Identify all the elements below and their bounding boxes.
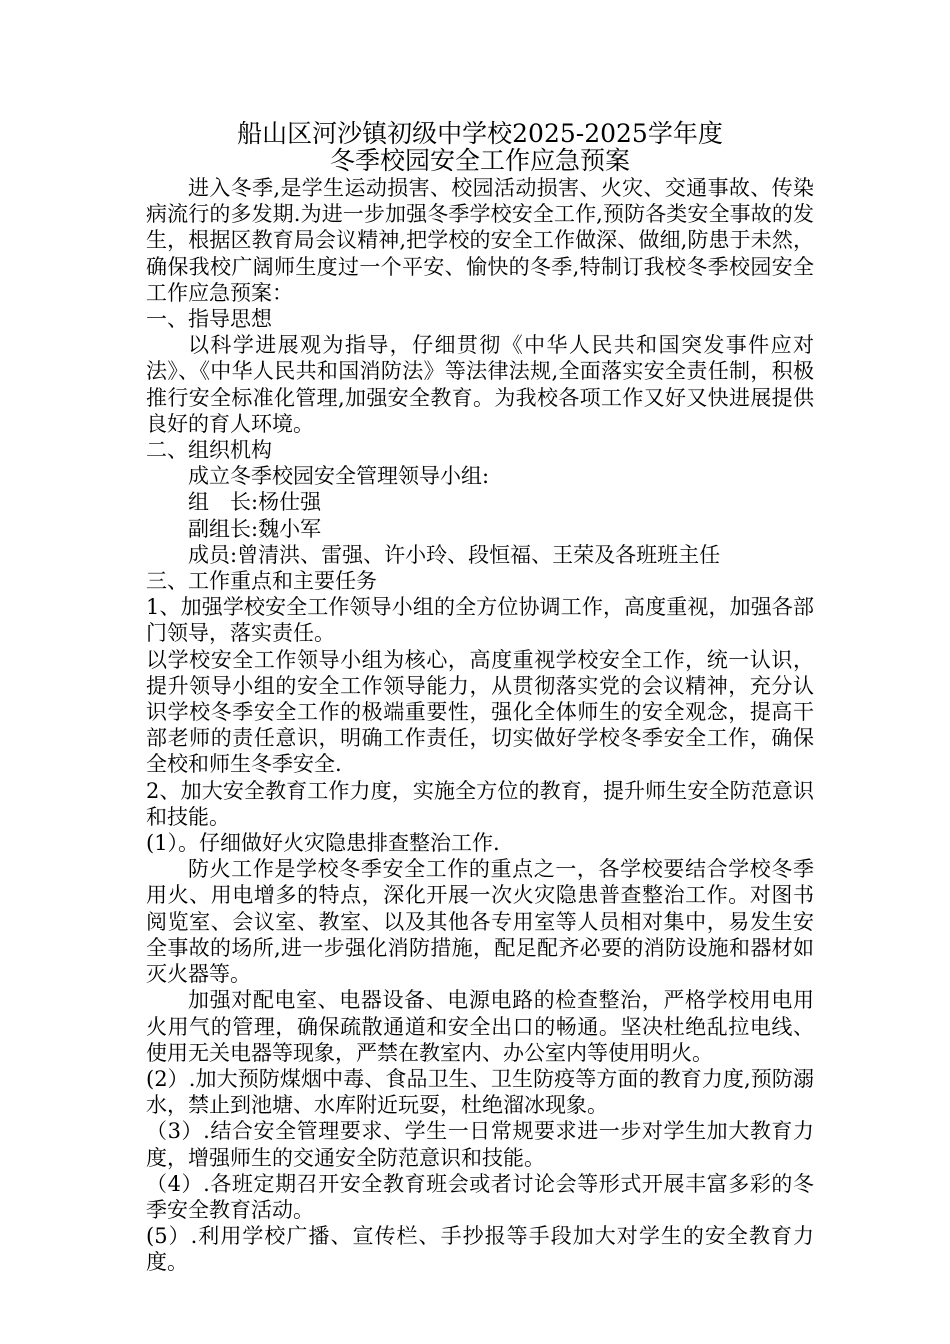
document-body [146, 120, 814, 1276]
subtask-3: （3）.结合安全管理要求、学生一日常规要求进一步对学生加大教育力度，增强师生的交通安全防范意识和技能。 [146, 1119, 814, 1170]
subtask-1-heading: (1）。仔细做好火灾隐患排查整治工作. [146, 831, 500, 856]
subtask-1-paragraph-2: 加强对配电室、电器设备、电源电路的检查整治，严格学校用电用火用气的管理，确保疏散通道和安全出口的畅通。坚决杜绝乱拉电线、使用无关电器等现象，严禁在教室内、办公室内等使用明火。 [146, 988, 814, 1065]
task-item-2: 2、加大安全教育工作力度，实施全方位的教育，提升师生安全防范意识和技能。 [146, 778, 814, 829]
section-1-heading: 一、指导思想 [146, 307, 272, 332]
subtask-2: (2）.加大预防煤烟中毒、食品卫生、卫生防疫等方面的教育力度,预防溺水，禁止到池塘、水库附近玩耍，杜绝溜冰现象。 [146, 1066, 814, 1118]
task-item-1: 1、加强学校安全工作领导小组的全方位协调工作，高度重视，加强各部门领导，落实责任。 [146, 595, 814, 646]
task-item-1-detail: 以学校安全工作领导小组为核心，高度重视学校安全工作，统一认识，提升领导小组的安全工作领导能力，从贯彻落实党的会议精神，充分认识学校冬季安全工作的极端重要性，强化全体师生的安全观念，提高干部老师的责任意识，明确工作责任，切实做好学校冬季安全工作，确保全校和师生冬季安全. [146, 647, 814, 777]
org-leader-line: 组 长:杨仕强 [188, 490, 322, 515]
subtask-5: (5）.利用学校广播、宣传栏、手抄报等手段加大对学生的安全教育力度。 [146, 1224, 814, 1275]
document-title-line-1: 船山区河沙镇初级中学校2025-2025学年度 [237, 119, 723, 148]
intro-paragraph: 进入冬季,是学生运动损害、校园活动损害、火灾、交通事故、传染病流行的多发期.为进一步加强冬季学校安全工作,预防各类安全事故的发生，根据区教育局会议精神,把学校的安全工作做深、做细,防患于未然，确保我校广阔师生度过一个平安、愉快的冬季,特制订我校冬季校园安全工作应急预案： [146, 176, 814, 305]
subtask-1-paragraph-1: 防火工作是学校冬季安全工作的重点之一，各学校要结合学校冬季用火、用电增多的特点，深化开展一次火灾隐患普查整治工作。对图书阅览室、会议室、教室、以及其他各专用室等人员相对集中，易发生安全事故的场所,进一步强化消防措施，配足配齐必要的消防设施和器材如灭火器等。 [146, 857, 814, 987]
section-1-text: 以科学进展观为指导，仔细贯彻《中华人民共和国突发事件应对法》、《中华人民共和国消防法》等法律法规,全面落实安全责任制，积极推行安全标准化管理,加强安全教育。为我校各项工作又好又快进展提供良好的育人环境。 [146, 333, 814, 436]
org-deputy-line: 副组长:魏小军 [188, 516, 322, 541]
document-title-line-2: 冬季校园安全工作应急预案 [329, 146, 630, 175]
section-2-heading: 二、组织机构 [146, 438, 272, 463]
title-block [146, 120, 814, 174]
org-intro-line: 成立冬季校园安全管理领导小组: [188, 464, 490, 489]
subtask-4: （4）.各班定期召开安全教育班会或者讨论会等形式开展丰富多彩的冬季安全教育活动。 [146, 1171, 814, 1222]
section-3-heading: 三、工作重点和主要任务 [146, 569, 377, 594]
org-members-line: 成员:曾清洪、雷强、许小玲、段恒福、王荣及各班班主任 [188, 542, 721, 567]
